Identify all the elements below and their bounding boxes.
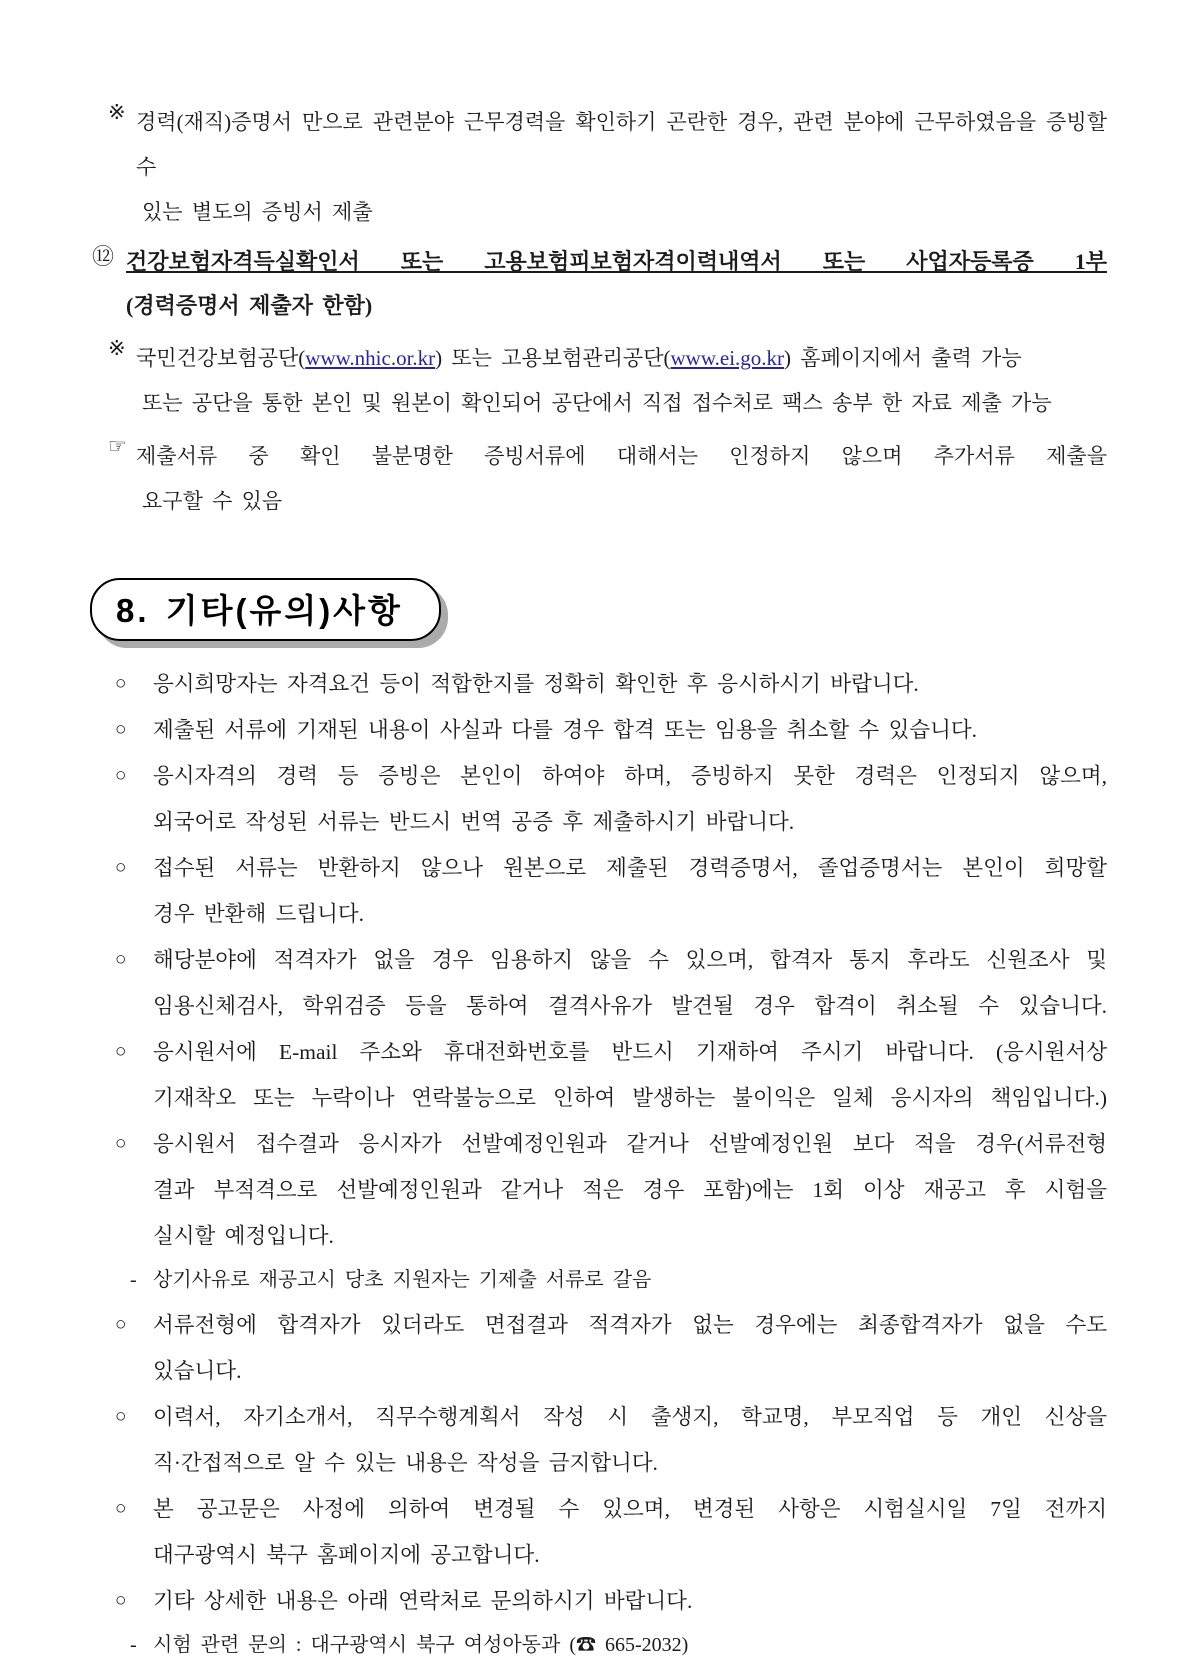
note-line	[136, 336, 1107, 381]
section-heading	[90, 578, 1107, 641]
circle-bullet-icon: ○	[115, 1406, 127, 1427]
note-text	[136, 434, 1107, 524]
list-item-text: 대구광역시 북구 홈페이지에 공고합니다.	[153, 1543, 540, 1567]
list-item	[115, 845, 1107, 937]
list-item-text: 본 공고문은 사정에 의하여 변경될 수 있으며, 변경된 사항은 시험실시일 7일 전까지	[153, 1497, 1107, 1521]
circled-12-marker: ⑫	[92, 244, 115, 269]
circle-bullet-icon: ○	[115, 719, 127, 740]
list-item	[115, 1121, 1107, 1259]
list-item-text: 상기사유로 재공고시 당초 지원자는 기제출 서류로 갈음	[153, 1269, 652, 1291]
dash-bullet-icon: -	[130, 1269, 137, 1291]
note-text-segment: ) 홈페이지에서 출력 가능	[784, 346, 1022, 370]
note-line: 요구할 수 있음	[142, 489, 283, 513]
note-print-links	[108, 336, 1107, 426]
list-item-text: 서류전형에 합격자가 있더라도 면접결과 적격자가 없는 경우에는 최종합격자가 없을 수도	[153, 1313, 1107, 1337]
circle-bullet-icon: ○	[115, 1041, 127, 1062]
item-12-subtitle: (경력증명서 제출자 한함)	[126, 293, 373, 318]
list-item	[115, 753, 1107, 845]
reference-mark-icon: ※	[108, 336, 126, 360]
note-career-proof	[108, 100, 1107, 235]
circle-bullet-icon: ○	[115, 1133, 127, 1154]
list-item	[115, 1578, 1107, 1624]
pointing-hand-icon: ☞	[108, 434, 127, 458]
list-item	[115, 661, 1107, 707]
notice-list	[115, 661, 1107, 1667]
circle-bullet-icon: ○	[115, 1590, 127, 1611]
list-item-text: 응시원서에 E-mail 주소와 휴대전화번호를 반드시 기재하여 주시기 바랍니다. (응시원서상	[153, 1040, 1107, 1064]
section-8-title-pill: 8. 기타(유의)사항	[90, 578, 441, 641]
list-item-text: 기재착오 또는 누락이나 연락불능으로 인하여 발생하는 불이익은 일체 응시자의 책임입니다.)	[153, 1086, 1107, 1110]
note-line: 제출서류 중 확인 불분명한 증빙서류에 대해서는 인정하지 않으며 추가서류 제출을	[136, 444, 1107, 468]
list-item-12	[92, 240, 1107, 284]
list-item-text: 응시자격의 경력 등 증빙은 본인이 하여야 하며, 증빙하지 못한 경력은 인정되지 않으며,	[153, 764, 1107, 788]
ei-link[interactable]: www.ei.go.kr	[670, 346, 785, 370]
list-item	[115, 1394, 1107, 1486]
list-item-text: 응시희망자는 자격요건 등이 적합한지를 정확히 확인한 후 응시하시기 바랍니다.	[153, 672, 919, 696]
note-text-segment: ) 또는 고용보험관리공단(	[435, 346, 671, 370]
list-item-text: 응시원서 접수결과 응시자가 선발예정인원과 같거나 선발예정인원 보다 적을 경우(서류전형	[153, 1132, 1107, 1156]
list-item-text: 이력서, 자기소개서, 직무수행계획서 작성 시 출생지, 학교명, 부모직업 등 개인 신상을	[153, 1405, 1107, 1429]
note-text-segment: 국민건강보험공단(	[136, 346, 306, 370]
note-line: 또는 공단을 통한 본인 및 원본이 확인되어 공단에서 직접 접수처로 팩스 송부 한 자료 제출 가능	[142, 391, 1052, 415]
note-text	[136, 100, 1107, 235]
list-item	[115, 707, 1107, 753]
circle-bullet-icon: ○	[115, 1498, 127, 1519]
list-subitem	[115, 1259, 1107, 1302]
note-line: 있는 별도의 증빙서 제출	[142, 200, 373, 224]
list-item-text: 접수된 서류는 반환하지 않으나 원본으로 제출된 경력증명서, 졸업증명서는 본인이 희망할	[153, 856, 1107, 880]
circle-bullet-icon: ○	[115, 857, 127, 878]
list-item	[115, 937, 1107, 1029]
list-item-text: 외국어로 작성된 서류는 반드시 번역 공증 후 제출하시기 바랍니다.	[153, 810, 795, 834]
reference-mark-icon: ※	[108, 100, 126, 124]
list-subitem	[115, 1624, 1107, 1667]
item-12-title: 건강보험자격득실확인서 또는 고용보험피보험자격이력내역서 또는 사업자등록증 1부	[126, 249, 1107, 274]
circle-bullet-icon: ○	[115, 949, 127, 970]
dash-bullet-icon: -	[130, 1634, 137, 1656]
nhic-link[interactable]: www.nhic.or.kr	[305, 346, 436, 370]
list-item-text: 결과 부적격으로 선발예정인원과 같거나 적은 경우 포함)에는 1회 이상 재공고 후 시험을	[153, 1178, 1107, 1202]
circle-bullet-icon: ○	[115, 765, 127, 786]
list-item	[115, 1486, 1107, 1578]
circle-bullet-icon: ○	[115, 673, 127, 694]
note-text	[136, 336, 1107, 426]
list-item-text: 시험 관련 문의 : 대구광역시 북구 여성아동과 (☎ 665-2032)	[153, 1634, 689, 1656]
list-item	[115, 1029, 1107, 1121]
list-item-text: 기타 상세한 내용은 아래 연락처로 문의하시기 바랍니다.	[153, 1589, 693, 1613]
list-item-text: 실시할 예정입니다.	[153, 1224, 334, 1248]
list-item	[115, 1302, 1107, 1394]
note-line: 경력(재직)증명서 만으로 관련분야 근무경력을 확인하기 곤란한 경우, 관련 분야에 근무하였음을 증빙할 수	[136, 110, 1107, 179]
list-item-text: 있습니다.	[153, 1359, 242, 1383]
list-item-text: 임용신체검사, 학위검증 등을 통하여 결격사유가 발견될 경우 합격이 취소될 수 있습니다.	[153, 994, 1107, 1018]
circle-bullet-icon: ○	[115, 1314, 127, 1335]
note-unclear-documents	[108, 434, 1107, 524]
list-item-text: 직·간접적으로 알 수 있는 내용은 작성을 금지합니다.	[153, 1451, 658, 1475]
list-item-text: 경우 반환해 드립니다.	[153, 902, 365, 926]
list-item-text: 해당분야에 적격자가 없을 경우 임용하지 않을 수 있으며, 합격자 통지 후라도 신원조사 및	[153, 948, 1107, 972]
list-item-text: 제출된 서류에 기재된 내용이 사실과 다를 경우 합격 또는 임용을 취소할 수 있습니다.	[153, 718, 978, 742]
